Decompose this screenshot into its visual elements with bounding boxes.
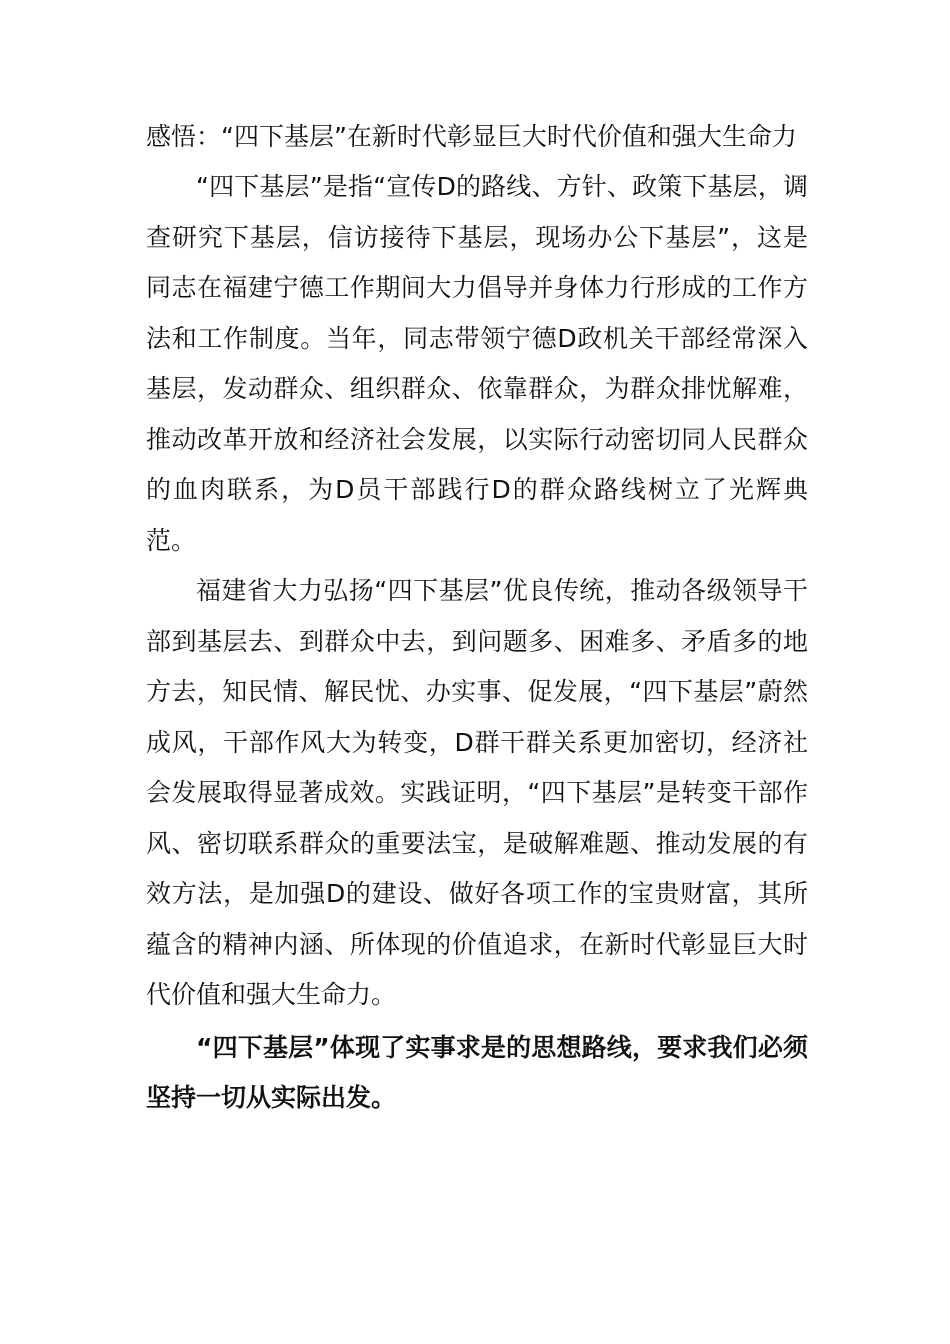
document-page <box>146 112 808 1124</box>
paragraph-2: 福建省大力弘扬“四下基层”优良传统，推动各级领导干部到基层去、到群众中去，到问题多、困难多、矛盾多的地方去，知民情、解民忧、办实事、促发展，“四下基层”蔚然成风，干部作风大为转变，D群干群关系更加密切，经济社会发展取得显著成效。实践证明，“四下基层”是转变干部作风、密切联系群众的重要法宝，是破解难题、推动发展的有效方法，是加强D的建设、做好各项工作的宝贵财富，其所蕴含的精神内涵、所体现的价值追求，在新时代彰显巨大时代价值和强大生命力。 <box>146 576 808 1009</box>
paragraph-3-bold: “四下基层”体现了实事求是的思想路线，要求我们必须坚持一切从实际出发。 <box>146 1032 808 1112</box>
paragraph-1: “四下基层”是指“宣传D的路线、方针、政策下基层，调查研究下基层，信访接待下基层，现场办公下基层”，这是同志在福建宁德工作期间大力倡导并身体力行形成的工作方法和工作制度。当年，同志带领宁德D政机关干部经常深入基层，发动群众、组织群众、依靠群众，为群众排忧解难，推动改革开放和经济社会发展，以实际行动密切同人民群众的血肉联系，为D员干部践行D的群众路线树立了光辉典范。 <box>146 172 808 555</box>
document-title: 感悟：“四下基层”在新时代彰显巨大时代价值和强大生命力 <box>146 122 797 151</box>
